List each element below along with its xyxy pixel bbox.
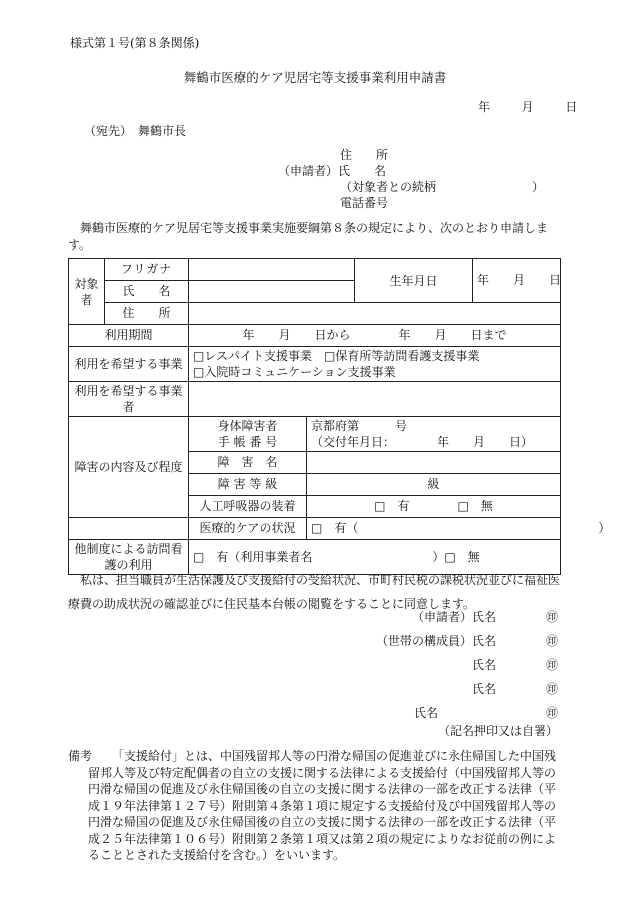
application-table bbox=[68, 258, 611, 575]
applicant-address-label: 住 所 bbox=[340, 148, 389, 162]
seal-mark: ㊞ bbox=[545, 682, 558, 696]
date-line bbox=[478, 100, 577, 115]
addressee: （宛先） 舞鶴市長 bbox=[84, 124, 187, 138]
applicant-relation-close: ） bbox=[532, 180, 545, 194]
other-system-label: 他制度による訪問看護の利用 bbox=[69, 540, 189, 575]
remark-section bbox=[68, 748, 560, 864]
signature-label: 氏名 bbox=[471, 658, 496, 672]
cert-label-1: 身体障害者 bbox=[217, 419, 278, 433]
service-option-2[interactable]: □入院時コミュニケーション支援事業 bbox=[193, 365, 396, 379]
intro-text: 舞鶴市医療的ケア児居宅等支援事業実施要綱第８条の規定により、次のとおり申請します。 bbox=[68, 221, 549, 252]
cert-value-2: （交付年月日： 年 月 日） bbox=[311, 435, 534, 449]
signature-label: 氏名 bbox=[413, 706, 438, 720]
seal-mark: ㊞ bbox=[545, 610, 558, 624]
document-title: 舞鶴市医療的ケア児居宅等支援事業利用申請書 bbox=[183, 70, 447, 85]
applicant-phone-label: 電話番号 bbox=[340, 196, 389, 210]
applicant-label: （申請者） bbox=[278, 164, 339, 178]
applicant-name-row bbox=[278, 164, 544, 180]
disability-name-field[interactable] bbox=[307, 452, 561, 474]
signature-label: （申請者）氏名 bbox=[411, 610, 496, 624]
date-year: 年 bbox=[478, 100, 491, 114]
target-person-label: 対象者 bbox=[69, 259, 105, 325]
cert-label bbox=[189, 417, 307, 452]
furigana-label: フリガナ bbox=[105, 259, 189, 281]
service-option-1[interactable]: □レスパイト支援事業 □保育所等訪問看護支援事業 bbox=[193, 349, 480, 363]
desired-provider-field[interactable] bbox=[189, 382, 561, 417]
ventilator-value[interactable]: □ 有 □ 無 bbox=[307, 496, 561, 518]
date-month: 月 bbox=[521, 100, 534, 114]
desired-service-label: 利用を希望する事業 bbox=[69, 347, 189, 382]
consent-text: 私は、担当職員が生活保護及び支援給付の受給状況、市町村民税の課税状況並びに福祉医療費の助成状況の確認並びに住民基本台帳の閲覧をすることに同意します。 bbox=[68, 573, 561, 611]
signature-row-4[interactable] bbox=[230, 682, 558, 700]
address-field[interactable] bbox=[189, 303, 561, 325]
period-value[interactable]: 年 月 日から 年 月 日まで bbox=[189, 325, 561, 347]
furigana-field[interactable] bbox=[189, 259, 355, 281]
period-label: 利用期間 bbox=[69, 325, 189, 347]
name-field[interactable] bbox=[189, 281, 355, 303]
signature-row-applicant[interactable] bbox=[230, 610, 558, 628]
seal-note: （記名押印又は自署） bbox=[437, 724, 558, 738]
birthdate-value[interactable]: 年 月 日 bbox=[473, 259, 561, 303]
signature-label: 氏名 bbox=[471, 682, 496, 696]
ventilator-label: 人工呼吸器の装着 bbox=[189, 496, 307, 518]
signature-row-5[interactable] bbox=[230, 706, 558, 724]
remark-body: 「支援給付」とは、中国残留邦人等の円滑な帰国の促進並びに永住帰国した中国残留邦人等及び特定配偶者の自立の支援に関する法律による支援給付（中国残留邦人等の円滑な帰国の促進及び永住帰国後の自立の支援に関する法律の一部を改正する法律（平成１９年法律第１２７号）附則第４条第１項に規定する支援給付及び中国残留邦人等の円滑な帰国の促進及び永住帰国後の自立の支援に関する法律の一部を改正する法律（平成２５年法律第１０６号）附則第２条第１項又は第２項の規定によりなお従前の例によることとされた支援給付を含む。）をいいます。 bbox=[88, 749, 557, 862]
grade-label: 障 害 等 級 bbox=[189, 474, 307, 496]
desired-provider-label: 利用を希望する事業者 bbox=[69, 382, 189, 417]
date-day: 日 bbox=[565, 100, 578, 114]
disability-name-label: 障 害 名 bbox=[189, 452, 307, 474]
cert-value[interactable] bbox=[307, 417, 561, 452]
seal-mark: ㊞ bbox=[545, 634, 558, 648]
name-label: 氏 名 bbox=[105, 281, 189, 303]
grade-value[interactable]: 級 bbox=[307, 474, 561, 496]
applicant-name-label: 氏 名 bbox=[338, 164, 387, 178]
seal-mark: ㊞ bbox=[545, 706, 558, 720]
desired-service-options[interactable] bbox=[189, 347, 561, 382]
signature-label: （世帯の構成員）氏名 bbox=[375, 634, 496, 648]
address-label: 住 所 bbox=[105, 303, 189, 325]
applicant-block bbox=[278, 148, 544, 212]
seal-mark: ㊞ bbox=[545, 658, 558, 672]
form-number: 様式第１号(第８条関係) bbox=[70, 36, 200, 50]
other-system-value[interactable]: □ 有（利用事業者名 ）□ 無 bbox=[189, 540, 561, 575]
disability-label: 障害の内容及び程度 bbox=[69, 417, 189, 518]
care-value[interactable]: □ 有（ ） bbox=[307, 518, 561, 540]
cert-value-1: 京都府第 号 bbox=[311, 419, 408, 433]
applicant-relation-label: （対象者との続柄 bbox=[340, 180, 437, 194]
remark-heading: 備考 bbox=[68, 749, 93, 763]
applicant-relation-row bbox=[278, 180, 544, 196]
signature-row-3[interactable] bbox=[230, 658, 558, 676]
cert-label-2: 手 帳 番 号 bbox=[217, 435, 278, 449]
care-label: 医療的ケアの状況 bbox=[189, 518, 307, 540]
birthdate-label: 生年月日 bbox=[355, 259, 473, 303]
signature-row-household[interactable] bbox=[230, 634, 558, 652]
